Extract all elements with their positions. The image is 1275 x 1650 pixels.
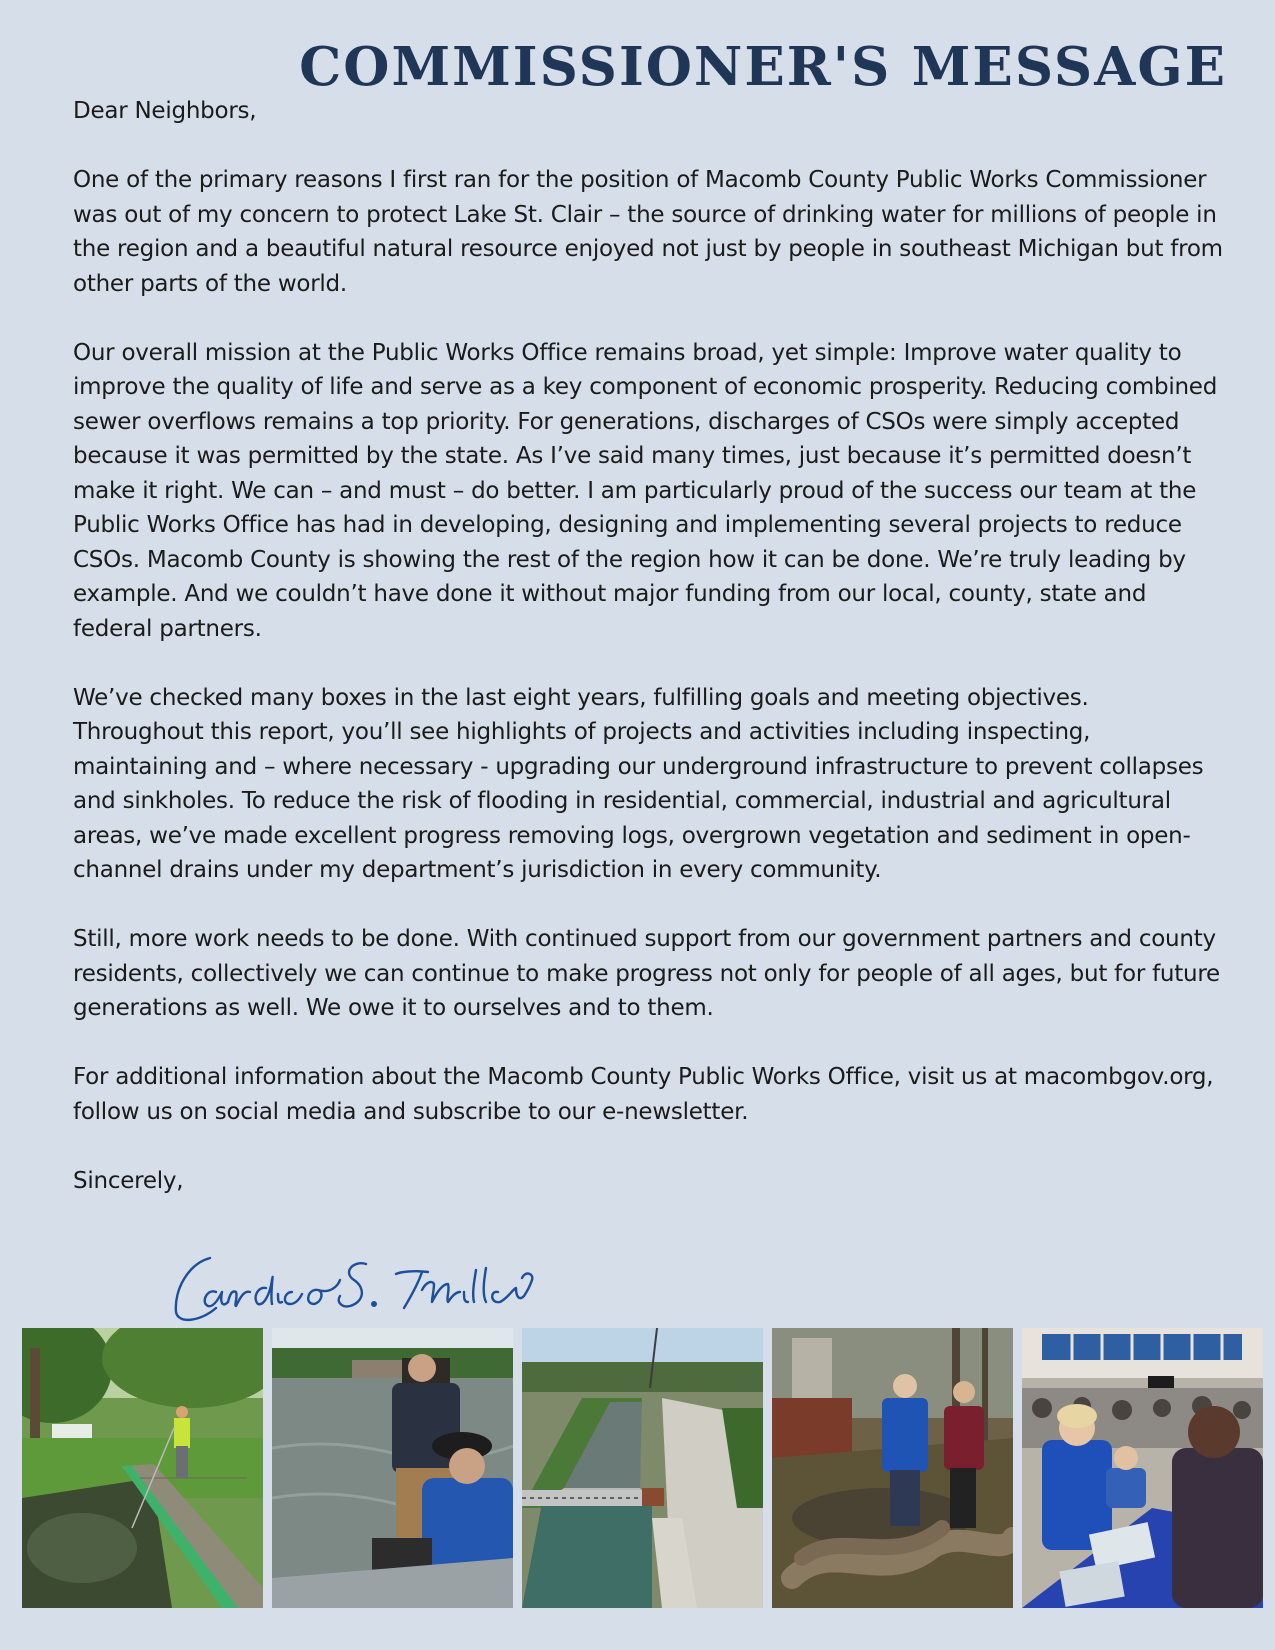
- photo-aerial-basin: [522, 1328, 763, 1608]
- paragraph: For additional information about the Macomb County Public Works Office, visit us at macombgov.org, follow us on social media and subscribe to our e-newsletter.: [73, 1064, 1214, 1125]
- closing: Sincerely,: [73, 1167, 184, 1194]
- paragraph: We’ve checked many boxes in the last eight years, fulfilling goals and meeting objectives. Throughout this report, you’ll see highlights of projects and activities including inspecting, maintaining and – where necessary - upgrading our underground infrastructure to prevent collapses and sinkholes. To reduce the risk of flooding in residential, commercial, industrial and agricultural areas, we’ve made excellent progress removing logs, overgrown vegetation and sediment in open-channel drains under my department’s jurisdiction in every community.: [73, 684, 1204, 883]
- paragraph: Still, more work needs to be done. With continued support from our government partners and county residents, collectively we can continue to make progress not only for people of all ages, but for future generations as well. We owe it to ourselves and to them.: [73, 926, 1220, 1021]
- paragraph: Our overall mission at the Public Works Office remains broad, yet simple: Improve water quality to improve the quality of life and serve as a key component of economic prosperity. Reducing combined sewer overflows remains a top priority. For generations, discharges of CSOs were simply accepted because it was permitted by the state. As I’ve said many times, just because it’s permitted doesn’t make it right. We can – and must – do better. I am particularly proud of the success our team at the Public Works Office has had in developing, designing and implementing several projects to reduce CSOs. Macomb County is showing the rest of the region how it can be done. We’re truly leading by example. And we couldn’t have done it without major funding from our local, county, state and federal partners.: [73, 339, 1218, 642]
- letter-body: [73, 94, 1223, 1198]
- signature: [170, 1250, 560, 1328]
- paragraph: One of the primary reasons I first ran for the position of Macomb County Public Works Commissioner was out of my concern to protect Lake St. Clair – the source of drinking water for millions of people in the region and a beautiful natural resource enjoyed not just by people in southeast Michigan but from other parts of the world.: [73, 167, 1223, 297]
- photo-dock-inspection: [22, 1328, 263, 1608]
- page-title: COMMISSIONER'S MESSAGE: [299, 36, 1227, 98]
- photo-community-event: [1022, 1328, 1263, 1608]
- salutation: Dear Neighbors,: [73, 98, 257, 124]
- photo-strip: [22, 1328, 1263, 1608]
- photo-boat-sampling: [272, 1328, 513, 1608]
- photo-dig-site: [772, 1328, 1013, 1608]
